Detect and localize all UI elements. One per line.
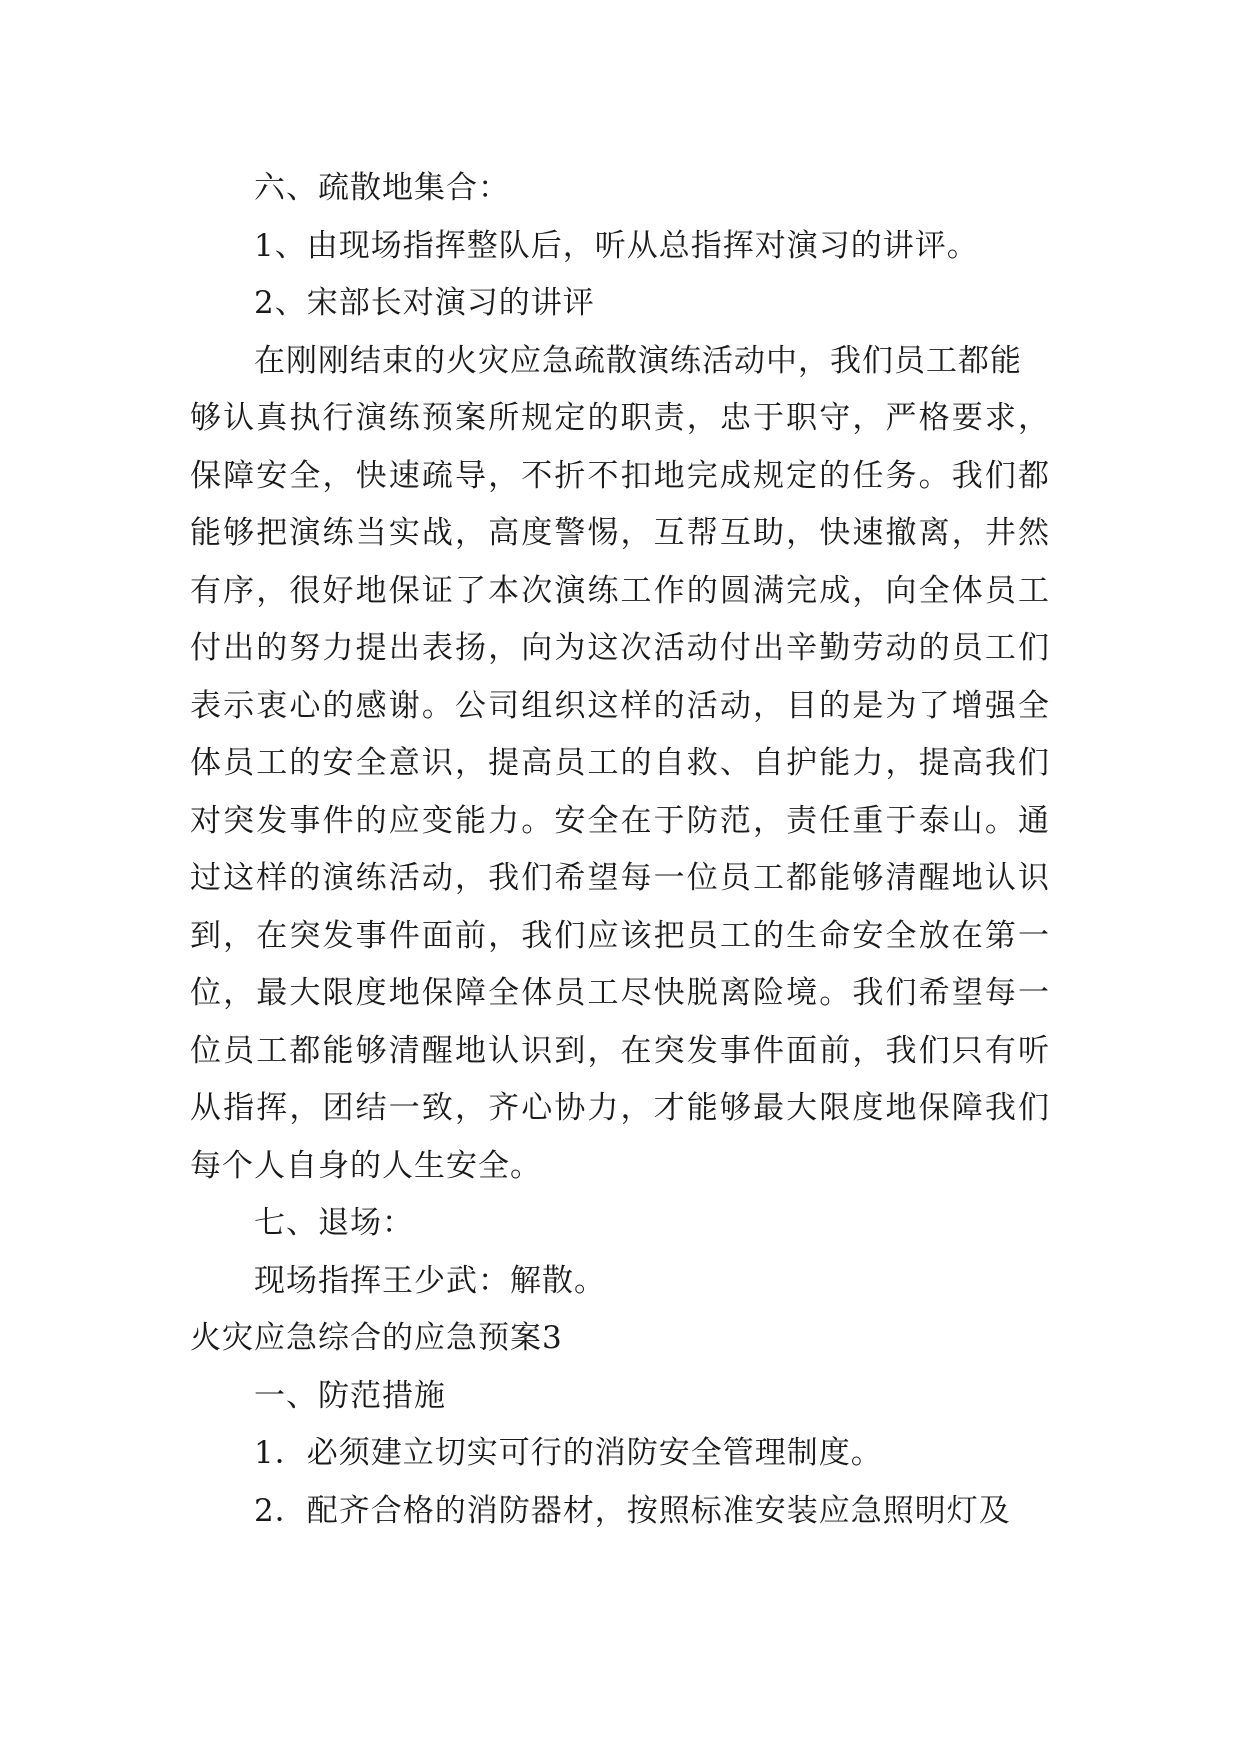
speech-line: 到，在突发事件面前，我们应该把员工的生命安全放在第一 <box>190 917 1050 954</box>
speech-line: 位，最大限度地保障全体员工尽快脱离险境。我们希望每一 <box>190 975 1050 1011</box>
section-6-heading: 六、疏散地集合： <box>254 170 510 206</box>
speech-line: 够认真执行演练预案所规定的职责，忠于职守，严格要求， <box>190 400 1050 436</box>
speech-line: 每个人自身的人生安全。 <box>190 1147 542 1184</box>
speech-line: 从指挥，团结一致，齐心协力，才能够最大限度地保障我们 <box>190 1090 1050 1126</box>
plan-3-section-1-heading: 一、防范措施 <box>254 1377 446 1414</box>
speech-line: 表示衷心的感谢。公司组织这样的活动，目的是为了增强全 <box>190 687 1050 724</box>
plan-3-title: 火灾应急综合的应急预案3 <box>190 1320 563 1356</box>
speech-line: 付出的努力提出表扬，向为这次活动付出辛勤劳动的员工们 <box>190 630 1050 666</box>
speech-line: 体员工的安全意识，提高员工的自救、自护能力，提高我们 <box>190 745 1050 781</box>
plan-3-item-1: 1．必须建立切实可行的消防安全管理制度。 <box>254 1435 883 1471</box>
section-7-heading: 七、退场： <box>254 1205 414 1241</box>
speech-line: 在刚刚结束的火灾应急疏散演练活动中，我们员工都能 <box>254 342 1022 379</box>
document-body <box>190 160 1050 1540</box>
section-6-item-1: 1、由现场指挥整队后，听从总指挥对演习的讲评。 <box>254 227 979 264</box>
speech-line: 有序，很好地保证了本次演练工作的圆满完成，向全体员工 <box>190 572 1050 609</box>
section-6-item-2: 2、宋部长对演习的讲评 <box>254 285 595 321</box>
speech-line: 能够把演练当实战，高度警惕，互帮互助，快速撤离，井然 <box>190 515 1050 551</box>
section-7-text: 现场指挥王少武：解散。 <box>254 1262 606 1299</box>
speech-line: 过这样的演练活动，我们希望每一位员工都能够清醒地认识 <box>190 860 1050 896</box>
plan-3-item-2: 2．配齐合格的消防器材，按照标准安装应急照明灯及 <box>254 1492 1011 1529</box>
speech-line: 保障安全，快速疏导，不折不扣地完成规定的任务。我们都 <box>190 457 1050 494</box>
speech-line: 对突发事件的应变能力。安全在于防范，责任重于泰山。通 <box>190 802 1050 839</box>
speech-line: 位员工都能够清醒地认识到，在突发事件面前，我们只有听 <box>190 1032 1050 1069</box>
